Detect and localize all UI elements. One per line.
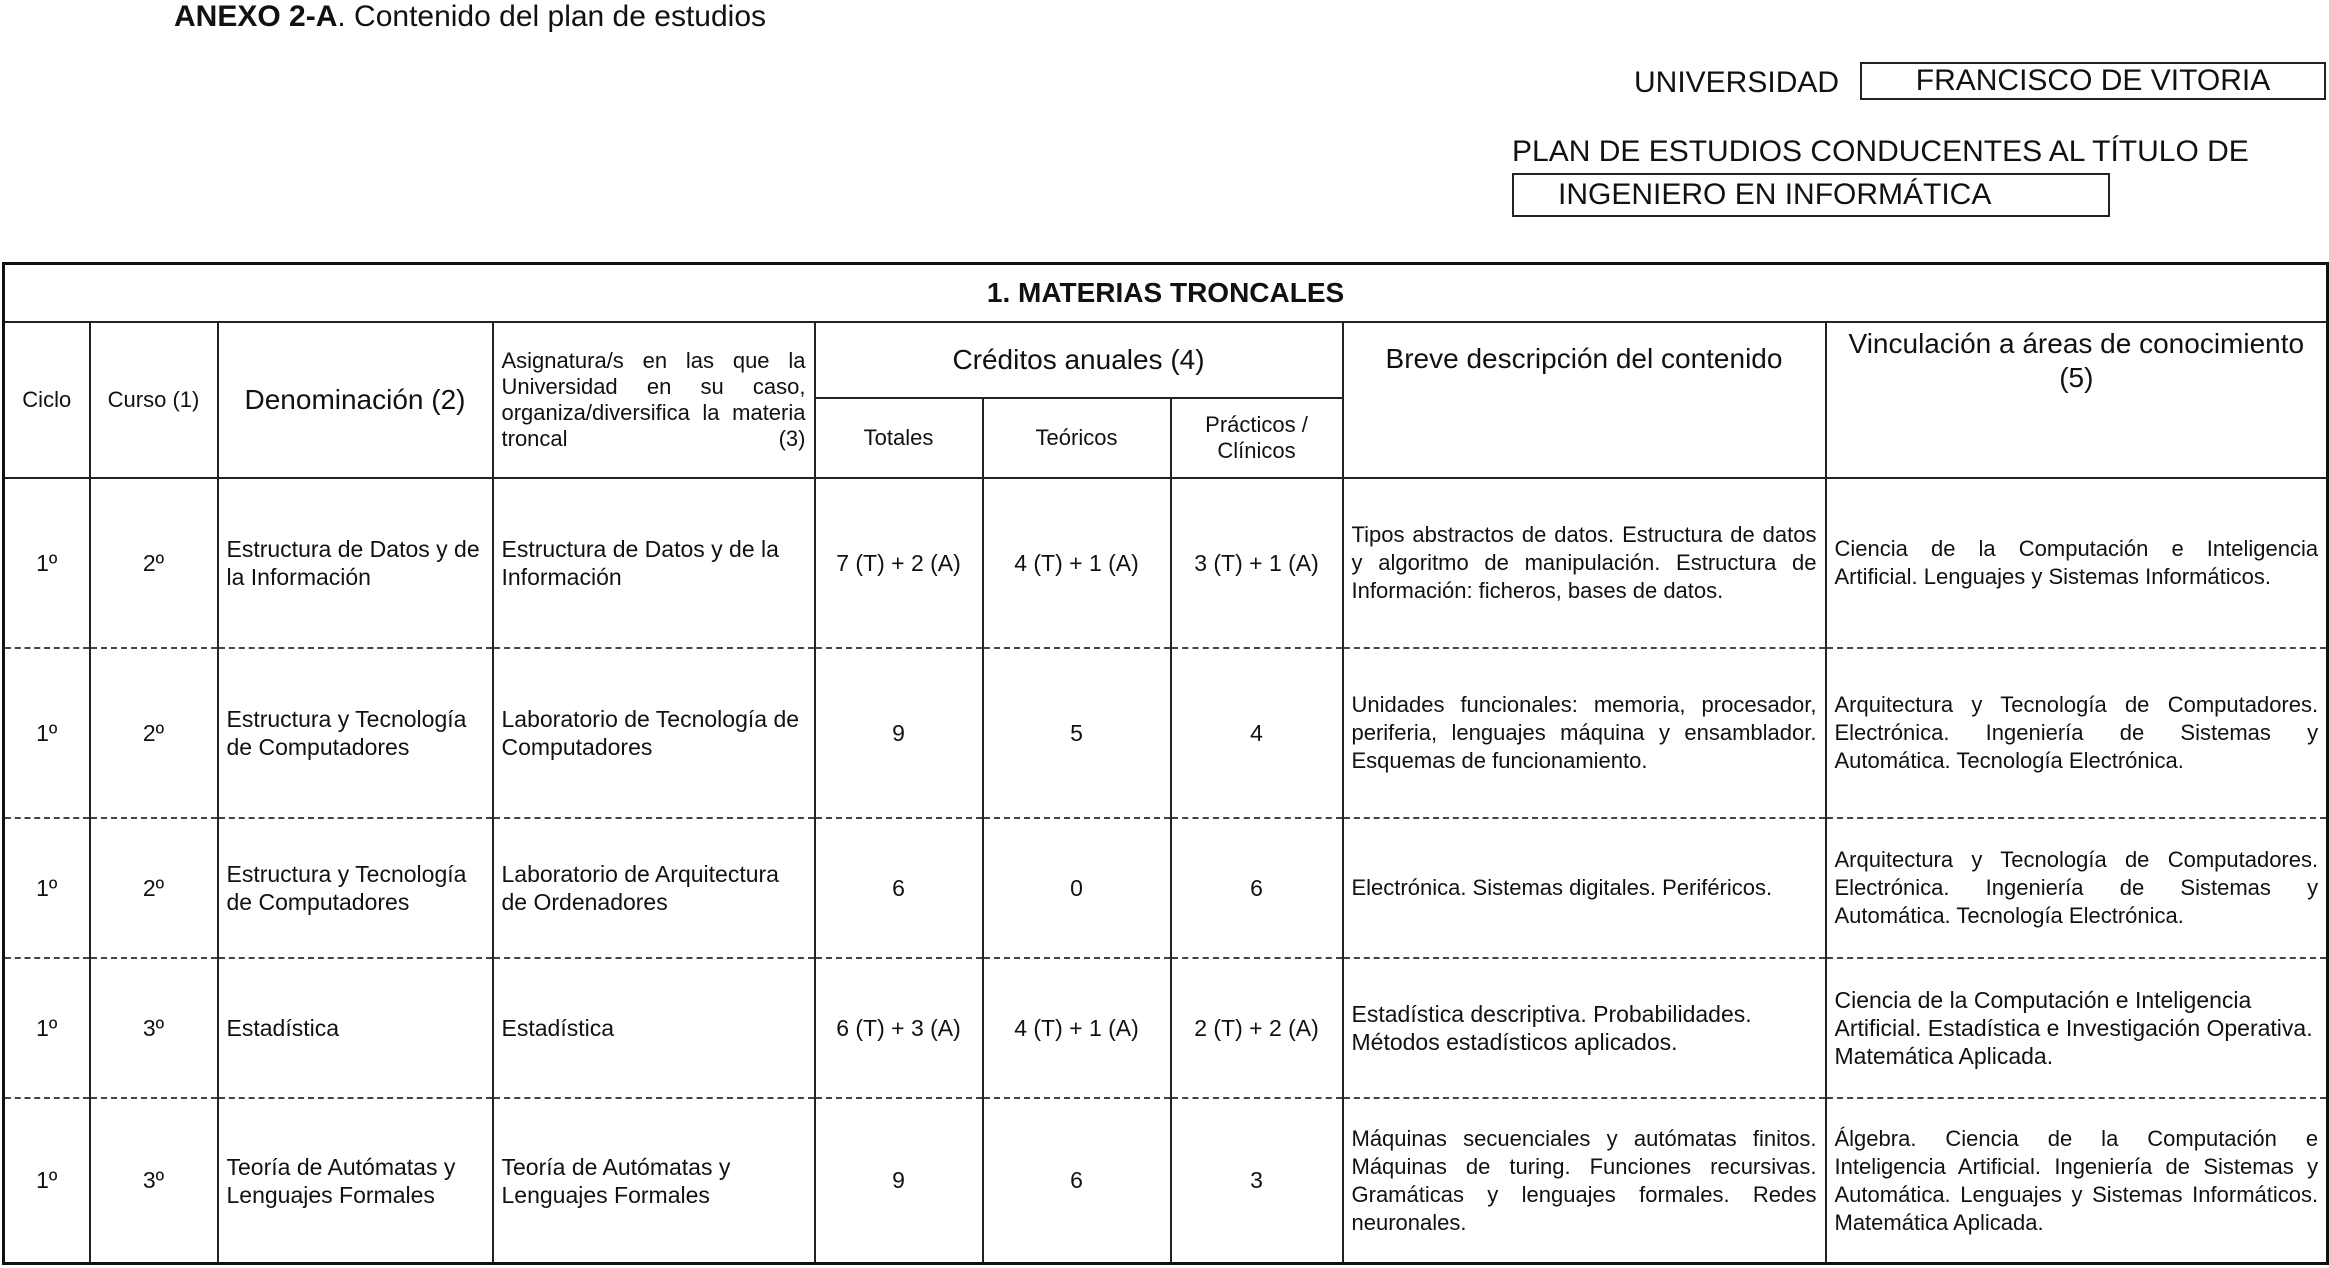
header-totales: Totales <box>815 398 983 478</box>
cell-curso: 3º <box>90 1098 218 1263</box>
cell-descripcion: Estadística descriptiva. Probabilidades. Métodos estadísticos aplicados. <box>1343 958 1826 1098</box>
cell-vinculacion: Ciencia de la Computación e Inteligencia Artificial. Lenguajes y Sistemas Informáticos. <box>1826 478 2328 648</box>
troncales-table <box>2 262 2329 1265</box>
cell-practicos: 2 (T) + 2 (A) <box>1171 958 1343 1098</box>
header-creditos: Créditos anuales (4) <box>815 322 1343 398</box>
cell-curso: 2º <box>90 478 218 648</box>
cell-denominacion: Estructura y Tecnología de Computadores <box>218 648 493 818</box>
cell-curso: 3º <box>90 958 218 1098</box>
cell-totales: 6 (T) + 3 (A) <box>815 958 983 1098</box>
table-row <box>4 818 2328 958</box>
cell-asignatura: Estadística <box>493 958 815 1098</box>
annex-number: ANEXO 2-A <box>174 0 338 33</box>
header-vinculacion: Vinculación a áreas de conocimiento (5) <box>1826 322 2328 478</box>
annex-title <box>174 0 766 34</box>
cell-vinculacion: Álgebra. Ciencia de la Computación e Inteligencia Artificial. Ingeniería de Sistemas y Automática. Lenguajes y Sistemas Informáticos. Matemática Aplicada. <box>1826 1098 2328 1263</box>
cell-teoricos: 6 <box>983 1098 1171 1263</box>
cell-asignatura: Teoría de Autómatas y Lenguajes Formales <box>493 1098 815 1263</box>
cell-asignatura: Estructura de Datos y de la Información <box>493 478 815 648</box>
cell-denominacion: Estructura y Tecnología de Computadores <box>218 818 493 958</box>
plan-label: PLAN DE ESTUDIOS CONDUCENTES AL TÍTULO DE <box>1512 135 2249 168</box>
table-row <box>4 648 2328 818</box>
cell-curso: 2º <box>90 818 218 958</box>
table-row <box>4 478 2328 648</box>
cell-practicos: 3 (T) + 1 (A) <box>1171 478 1343 648</box>
university-label: UNIVERSIDAD <box>1634 66 1840 99</box>
cell-descripcion: Electrónica. Sistemas digitales. Periféricos. <box>1343 818 1826 958</box>
cell-asignatura: Laboratorio de Tecnología de Computadores <box>493 648 815 818</box>
cell-teoricos: 0 <box>983 818 1171 958</box>
table-row <box>4 958 2328 1098</box>
cell-ciclo: 1º <box>4 958 90 1098</box>
cell-teoricos: 5 <box>983 648 1171 818</box>
header-descripcion: Breve descripción del contenido <box>1343 322 1826 478</box>
cell-ciclo: 1º <box>4 1098 90 1263</box>
cell-practicos: 4 <box>1171 648 1343 818</box>
cell-totales: 9 <box>815 648 983 818</box>
cell-denominacion: Estadística <box>218 958 493 1098</box>
header-ciclo: Ciclo <box>4 322 90 478</box>
cell-ciclo: 1º <box>4 478 90 648</box>
degree-name-box: INGENIERO EN INFORMÁTICA <box>1512 173 2110 217</box>
cell-descripcion: Unidades funcionales: memoria, procesador, periferia, lenguajes máquina y ensamblador. Esquemas de funcionamiento. <box>1343 648 1826 818</box>
cell-totales: 9 <box>815 1098 983 1263</box>
cell-curso: 2º <box>90 648 218 818</box>
header-curso: Curso (1) <box>90 322 218 478</box>
cell-totales: 7 (T) + 2 (A) <box>815 478 983 648</box>
cell-vinculacion: Arquitectura y Tecnología de Computadores. Electrónica. Ingeniería de Sistemas y Automática. Tecnología Electrónica. <box>1826 648 2328 818</box>
header-denominacion: Denominación (2) <box>218 322 493 478</box>
cell-vinculacion: Ciencia de la Computación e Inteligencia Artificial. Estadística e Investigación Operativa. Matemática Aplicada. <box>1826 958 2328 1098</box>
section-title: 1. MATERIAS TRONCALES <box>4 264 2328 323</box>
cell-teoricos: 4 (T) + 1 (A) <box>983 478 1171 648</box>
header-teoricos: Teóricos <box>983 398 1171 478</box>
cell-descripcion: Tipos abstractos de datos. Estructura de datos y algoritmo de manipulación. Estructura de Información: ficheros, bases de datos. <box>1343 478 1826 648</box>
cell-practicos: 3 <box>1171 1098 1343 1263</box>
cell-vinculacion: Arquitectura y Tecnología de Computadores. Electrónica. Ingeniería de Sistemas y Automática. Tecnología Electrónica. <box>1826 818 2328 958</box>
cell-teoricos: 4 (T) + 1 (A) <box>983 958 1171 1098</box>
university-name-box: FRANCISCO DE VITORIA <box>1860 62 2326 100</box>
annex-description: . Contenido del plan de estudios <box>337 0 767 33</box>
cell-ciclo: 1º <box>4 818 90 958</box>
cell-ciclo: 1º <box>4 648 90 818</box>
cell-practicos: 6 <box>1171 818 1343 958</box>
cell-asignatura: Laboratorio de Arquitectura de Ordenadores <box>493 818 815 958</box>
cell-denominacion: Teoría de Autómatas y Lenguajes Formales <box>218 1098 493 1263</box>
cell-descripcion: Máquinas secuenciales y autómatas finitos. Máquinas de turing. Funciones recursivas. Gramáticas y lenguajes formales. Redes neuronales. <box>1343 1098 1826 1263</box>
cell-denominacion: Estructura de Datos y de la Información <box>218 478 493 648</box>
header-practicos: Prácticos / Clínicos <box>1171 398 1343 478</box>
cell-totales: 6 <box>815 818 983 958</box>
header-asignatura: Asignatura/s en las que la Universidad en su caso, organiza/diversifica la materia troncal (3) <box>493 322 815 478</box>
table-row <box>4 1098 2328 1263</box>
